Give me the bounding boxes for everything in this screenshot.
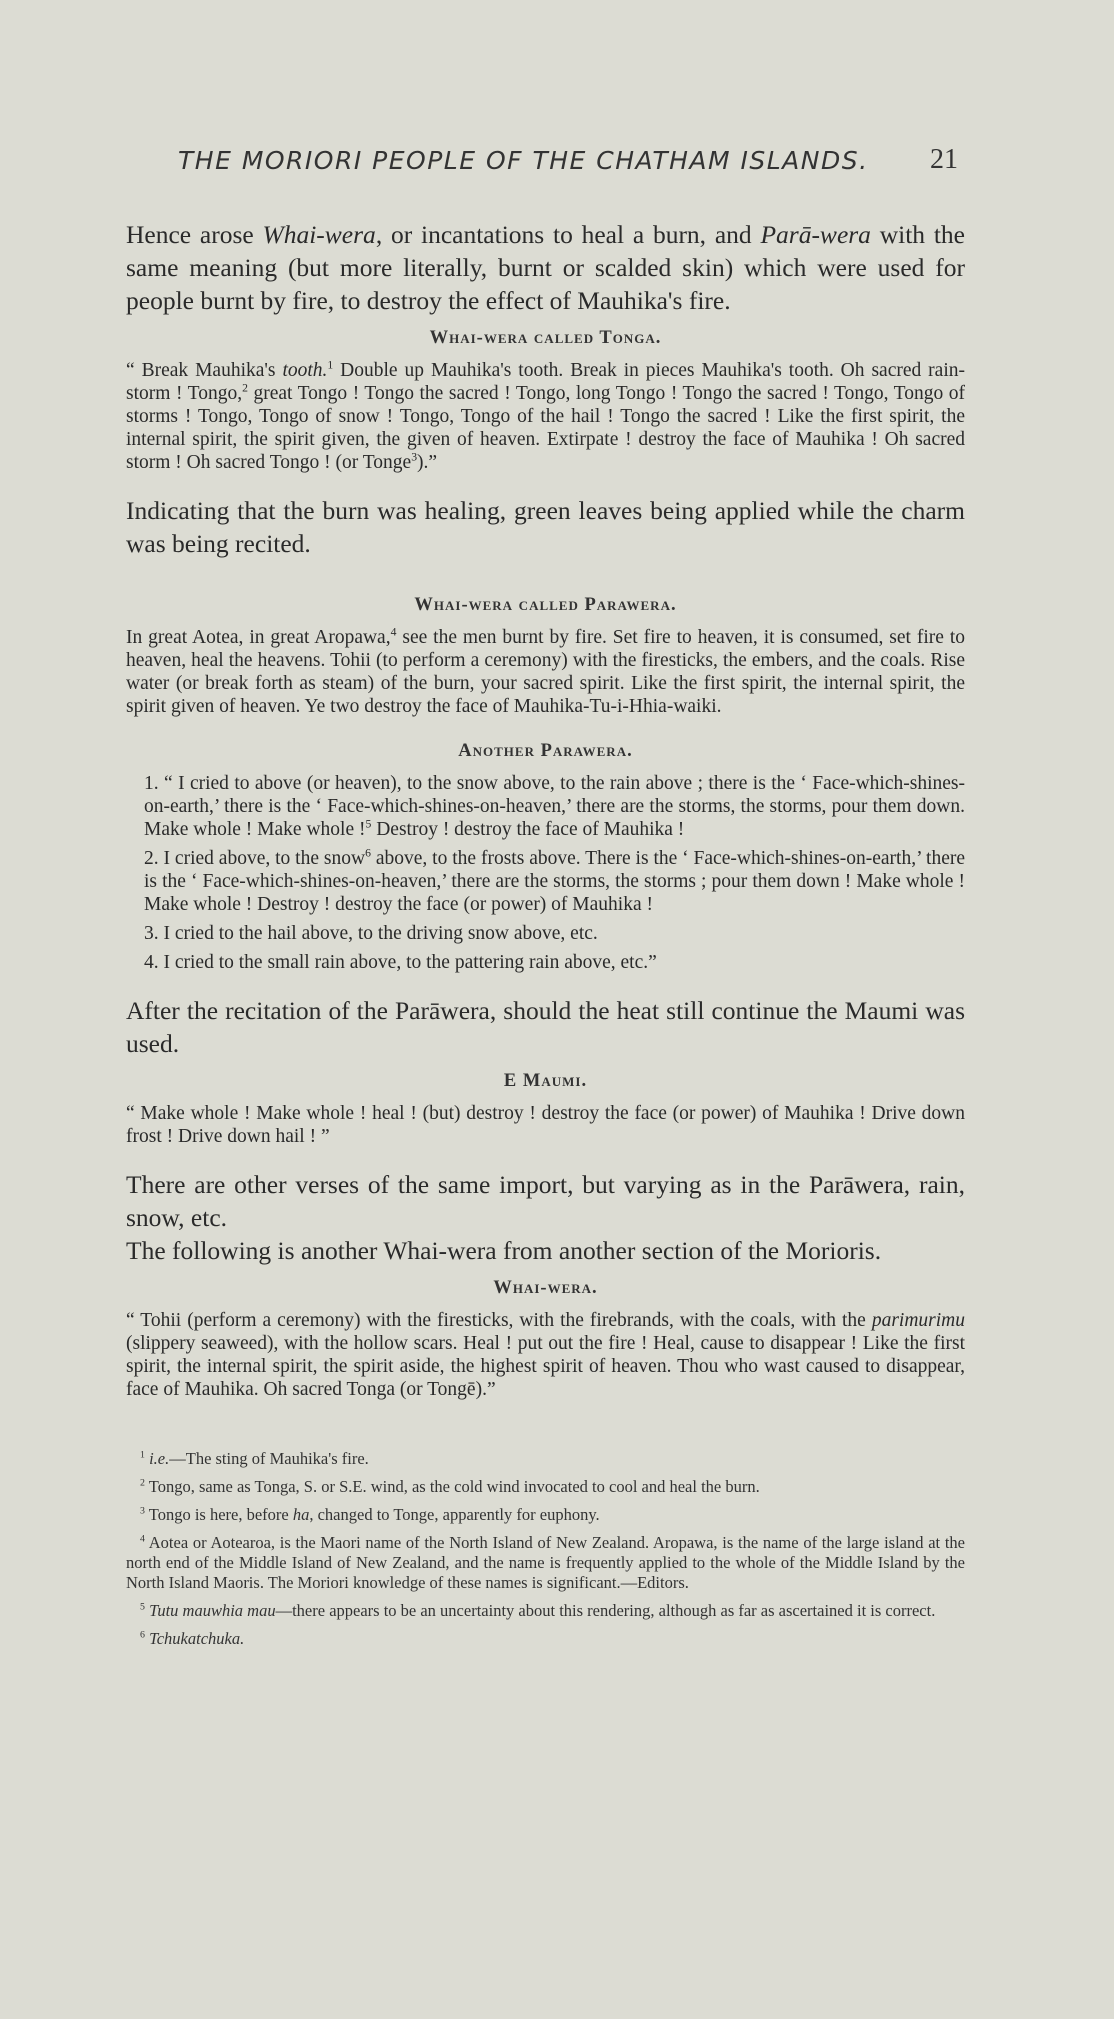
footnote-6 — [126, 1629, 965, 1649]
intro-paragraph — [126, 218, 965, 317]
section-heading-another-parawera: Another Parawera. — [458, 741, 633, 761]
intro-text: , or incantations to heal a burn, and — [375, 220, 761, 249]
indicating-paragraph: Indicating that the burn was healing, green leaves being applied while the charm was being recited. — [126, 496, 965, 558]
running-title: THE MORIORI PEOPLE OF THE CHATHAM ISLANDS. — [178, 146, 869, 175]
footnote-ref[interactable]: 5 — [365, 817, 372, 831]
footnote-number: 5 — [140, 1601, 145, 1613]
after-recitation-paragraph: After the recitation of the Parāwera, should the heat still continue the Maumi was used. — [126, 996, 965, 1058]
emphasis: parimurimu — [871, 1310, 965, 1331]
text: see the men burnt by fire. Set fire to heaven, it is consumed, set fire to heaven, heal the heavens. Tohii (to perform a ceremony) with the firesticks, the embers, and the coals. Rise water (or break forth as steam) of the burn, your sacred spirit. Like the first spirit, the internal spirit, the spirit given of heaven. Ye two destroy the face of Mauhika-Tu-i-Hhia-waiki. — [126, 627, 965, 717]
verse-3: 3. I cried to the hail above, to the driving snow above, etc. — [144, 923, 598, 944]
footnote-ref[interactable]: 6 — [365, 846, 371, 860]
section-heading-tonga: Whai-wera called Tonga. — [429, 328, 662, 348]
emphasis: i.e. — [149, 1449, 170, 1468]
footnote-ref[interactable]: 3 — [411, 450, 418, 464]
page-number: 21 — [930, 144, 958, 175]
footnotes — [126, 1449, 965, 1649]
intro-text: Hence arose — [126, 220, 263, 249]
text: Tongo, same as Tonga, S. or S.E. wind, as the cold wind invocated to cool and heal the burn. — [148, 1477, 760, 1496]
emphasis: Tutu mauwhia mau — [149, 1601, 276, 1620]
footnote-4 — [126, 1533, 965, 1593]
footnote-number: 3 — [140, 1505, 145, 1517]
page-content — [126, 218, 965, 1657]
text: —there appears to be an uncertainty about this rendering, although as far as ascertained it is correct. — [275, 1601, 936, 1620]
footnote-number: 6 — [140, 1629, 145, 1641]
footnote-number: 4 — [140, 1533, 145, 1545]
emphasis: Tchukatchuka. — [149, 1629, 245, 1648]
emphasis: tooth. — [282, 360, 328, 381]
text: 2. I cried above, to the snow — [144, 848, 366, 869]
incantation-tonga — [126, 359, 965, 474]
text: —The sting of Mauhika's fire. — [169, 1449, 369, 1468]
footnote-number: 2 — [140, 1477, 145, 1489]
footnote-3 — [126, 1505, 965, 1525]
text: 1. “ I cried to above (or heaven), to the snow above, to the rain above ; there is the ‘ Face-which-shines-on-earth,’ there is the ‘ Face-which-shines-on-heaven,’ there are the storms, the storms, pour them down. Make whole ! Make whole ! — [144, 773, 965, 840]
verse-1 — [126, 772, 965, 841]
verse-4: 4. I cried to the small rain above, to the pattering rain above, etc.” — [144, 952, 657, 973]
section-heading-whai-wera: Whai-wera. — [493, 1278, 598, 1298]
incantation-whai-wera — [126, 1309, 965, 1401]
section-heading-parawera: Whai-wera called Parawera. — [414, 595, 677, 615]
emphasis: ha — [292, 1505, 310, 1524]
intro-text: with the same meaning (but more literally, burnt or scalded skin) which were used for people burnt by fire, to destroy the effect of Mauhika's fire. — [126, 220, 965, 315]
footnote-number: 1 — [140, 1449, 145, 1461]
term-whai-wera: Whai-wera — [262, 220, 376, 249]
incantation-parawera — [126, 626, 965, 718]
text: Destroy ! destroy the face of Mauhika ! — [371, 819, 685, 840]
text: great Tongo ! Tongo the sacred ! Tongo, long Tongo ! Tongo the sacred ! Tongo, Tongo of storms ! Tongo, Tongo of snow ! Tongo, Tongo of the hail ! Tongo the sacred ! Like the first spirit, the internal spirit, the spirit given, the given of heaven. Extirpate ! destroy the face of Mauhika ! Oh sacred storm ! Oh sacred Tongo ! (or Tonge — [126, 383, 965, 473]
text: Double up Mauhika's tooth. Break in pieces Mauhika's tooth. Oh sacred rain-storm ! Tongo, — [126, 360, 965, 404]
footnote-2 — [126, 1477, 965, 1497]
text: ).” — [417, 452, 438, 473]
footnote-5 — [126, 1601, 965, 1621]
verse-2 — [126, 847, 965, 916]
term-parawera: Parā-wera — [760, 220, 871, 249]
text: Aotea or Aotearoa, is the Maori name of the North Island of New Zealand. Aropawa, is the name of the large island at the north end of the Middle Island of New Zealand, and the name is frequently applied to the whole of the Middle Island by the North Island Maoris. The Moriori knowledge of these names is significant.—Editors. — [126, 1533, 966, 1592]
footnote-1 — [126, 1449, 965, 1469]
footnote-ref[interactable]: 4 — [390, 625, 397, 639]
text: , changed to Tonge, apparently for euphony. — [309, 1505, 600, 1524]
other-verses-paragraph: There are other verses of the same import, but varying as in the Parāwera, rain, snow, etc. — [126, 1170, 965, 1232]
text: “ Tohii (perform a ceremony) with the firesticks, with the firebrands, with the coals, with the — [126, 1310, 872, 1331]
footnote-ref[interactable]: 1 — [327, 358, 334, 372]
incantation-maumi: “ Make whole ! Make whole ! heal ! (but) destroy ! destroy the face (or power) of Mauhika ! Drive down frost ! Drive down hail ! ” — [126, 1103, 965, 1147]
text: “ Break Mauhika's — [126, 360, 283, 381]
footnote-ref[interactable]: 2 — [242, 381, 248, 395]
text: Tongo is here, before — [148, 1505, 293, 1524]
section-heading-maumi: E Maumi. — [503, 1071, 588, 1091]
text: above, to the frosts above. There is the ‘ Face-which-shines-on-earth,’ there is the ‘ Face-which-shines-on-heaven,’ there are the storms, the storms ; pour them down ! Make whole ! Make whole ! Destroy ! destroy the face (or power) of Mauhika ! — [144, 848, 966, 915]
text: In great Aotea, in great Aropawa, — [126, 627, 391, 648]
text: (slippery seaweed), with the hollow scars. Heal ! put out the fire ! Heal, cause to disappear ! Like the first spirit, the internal spirit, the spirit aside, the highest spirit of heaven. Thou who wast caused to disappear, face of Mauhika. Oh sacred Tonga (or Tongē).” — [126, 1333, 965, 1400]
following-paragraph: The following is another Whai-wera from another section of the Morioris. — [126, 1236, 882, 1265]
page-header — [178, 146, 958, 186]
